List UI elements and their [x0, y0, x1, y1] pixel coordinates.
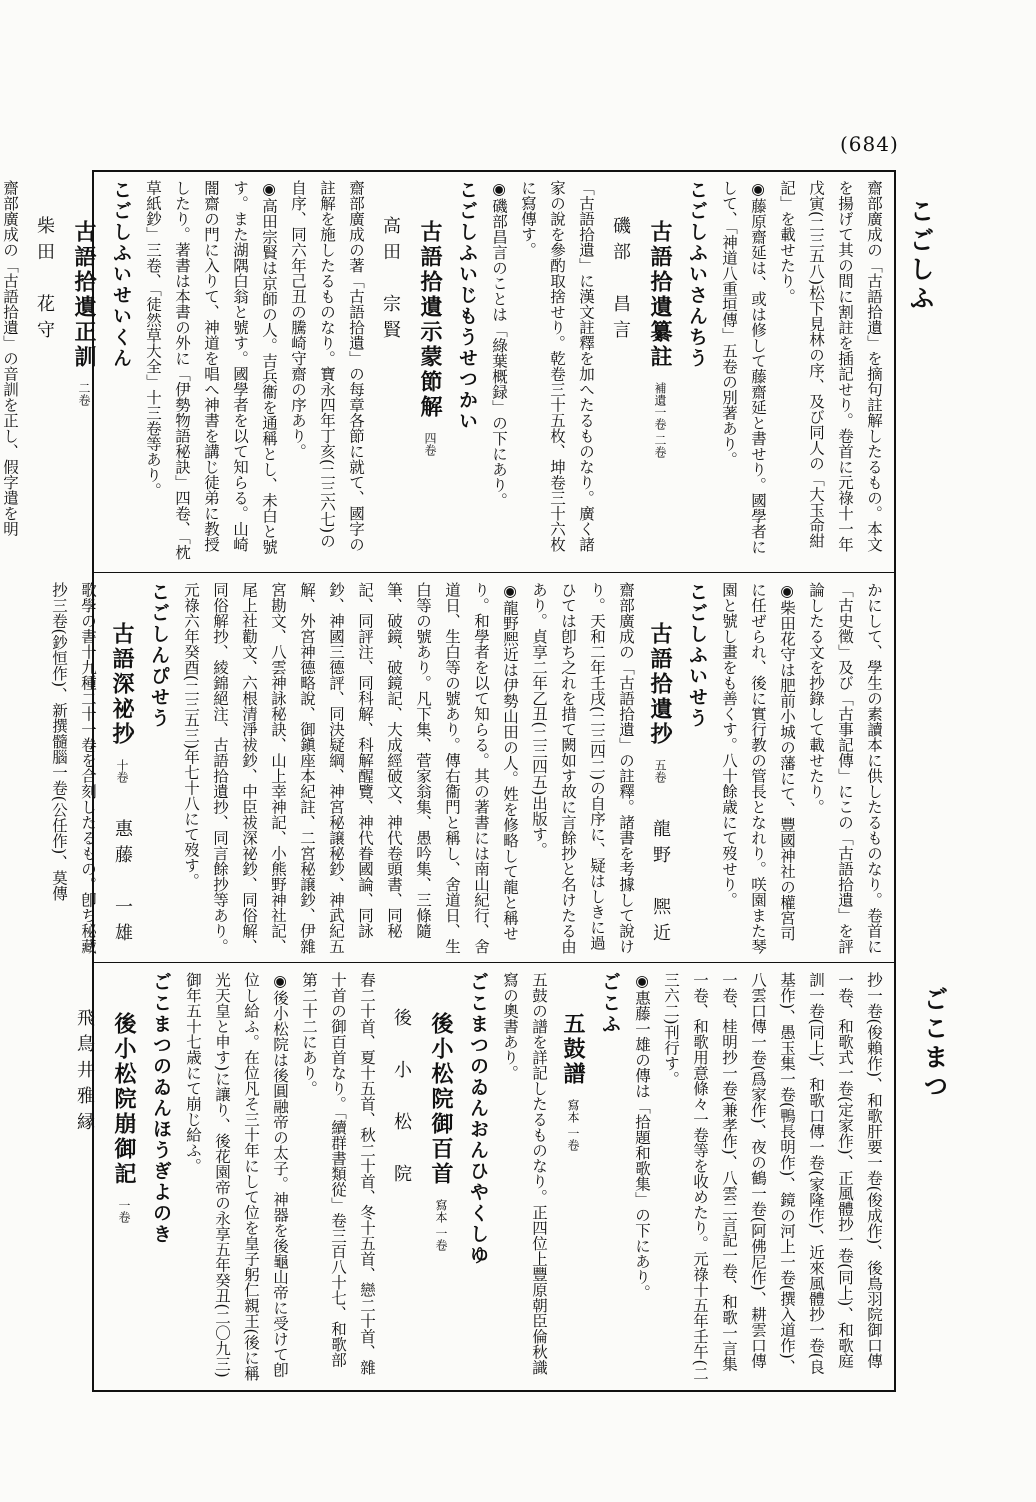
entry-reading-heading: こごしふいせう [686, 582, 708, 729]
entry-reading-heading: ごこまつのゐんおんひやくしゆ [467, 972, 489, 1266]
entry-body-text: ◉高田宗賢は京師の人。吉兵衞を通稱とし、未白と號す。また湖隅白翁と號す。國學者を以て知らる。山崎闇齋の門に入りて、神道を唱へ神書を講じ徒弟に教授したり。著書は本書の外に「伊勢物語秘訣」四卷、「枕草紙鈔」三卷、「徒然草大全」十三卷等あり。 [144, 180, 278, 560]
page-number: (684) [840, 132, 899, 156]
entry-title-row [553, 972, 593, 1382]
entry-body-text: 五鼓の譜を詳記したるものなり。正四位上豐原朝臣倫秋識寫の奧書あり。 [501, 972, 548, 1375]
entry-reading-heading: ごこまつのゐんほうぎよのき [150, 972, 172, 1245]
entry-title-row [600, 180, 680, 564]
entry-title-row [640, 582, 680, 954]
entry-volumes: 補遺一卷 二卷 [653, 382, 667, 458]
entry-body-text: ◉後小松院は後圓融帝の太子。神器を後龜山帝に受けて卽位し給ふ。在位凡そ三十年にして位を皇子躬仁親王(後に稱光天皇と申す)に讓り、後花園帝の永享五年癸丑(二〇九三)御年五十七歳にて崩じ給ふ。 [184, 972, 289, 1382]
entry-author: 龍野 熈近 [650, 819, 671, 949]
entry-author: 飛鳥井雅縁 [74, 1008, 95, 1138]
entry-reading-heading: こごしふいせいくん [110, 180, 132, 369]
entry-body-text: ◉藤原齋延は、或は修して藤齋延と書せり。國學者にして、「神道八重垣傳」五卷の別著あり。 [720, 180, 767, 555]
entry-title: 五鼓譜 [560, 1012, 586, 1087]
entry-body-text: 抄一卷(俊賴作)、和歌肝要一卷(俊成作)、後鳥羽院御口傳一卷、和歌式一卷(定家作)、正風體抄一卷(同上)、和歌庭訓一卷(同上)、和歌口傳一卷(家隆作)、近來風體抄一卷(良基作)、愚玉集一卷(鴨長明作)、鏡の河上一卷(撰入道作)、八雲口傳一卷(爲家作)、夜の鶴一卷(阿佛尼作)、耕雲口傳一卷、桂明抄一卷(兼孝作)、八雲二言記一卷、和歌一言集一卷、和歌用意條々一卷等を收めたり。元祿十五年壬午(二三六二)刊行す。 [662, 972, 883, 1382]
entry-body-text: 歌學の書十九種二十一卷を合刻したるもの。卽ち秘藏抄三卷(鈔恒作)、新撰髓腦一卷(公任作)、莫傳 [50, 582, 97, 954]
entry-volumes: 五卷 [653, 759, 667, 783]
entry-title-row [370, 180, 450, 564]
entry-volumes: 二卷 [77, 382, 91, 406]
entry-author: 後 小 松 院 [391, 1008, 412, 1190]
entry-volumes: 寫本 一卷 [434, 1199, 448, 1251]
entry-title: 後小松院御百首 [428, 1012, 454, 1187]
entry-body-text: かにして、學生の素讀本に供したるものなり。卷首に「古史徵」及び「古事記傳」にこの「古語拾遺」を評論したる文を抄錄して載せたり。 [807, 582, 883, 954]
entry-volumes: 十卷 [115, 759, 129, 783]
band-bottom [74, 972, 888, 1382]
entry-volumes: 一卷 [117, 1199, 131, 1223]
entry-body-text: 齋部廣成の「古語拾遺」を摘句註解したるもの。本文を揚げて其の間に割註を插記せり。卷首に元祿十一年戊寅(二三五八)松下見林の序、及び同人の「大玉命紺記」を載せたり。 [778, 180, 883, 552]
entry-title-row [64, 972, 144, 1382]
entry-title: 古語拾遺示蒙節解 [417, 220, 443, 420]
entry-reading-heading: ごこふ [599, 972, 621, 1035]
band-top [1, 180, 888, 564]
running-head-left: ごこまつ [920, 986, 949, 1102]
entry-author: 磯部 昌言 [610, 216, 631, 346]
entry-body-text: 春二十首、夏十五首、秋二十首、冬十五首、戀二十首、雜十首の御百首なり。「續群書類從」卷三百八十七、和歌部第二十二にあり。 [300, 972, 376, 1375]
entry-author: 惠藤 一雄 [112, 819, 133, 949]
entry-author: 高田 宗賢 [380, 216, 401, 346]
band-divider-2 [92, 962, 896, 963]
entry-body-text: 齋部廣成の「古語拾遺」の註釋。諸書を考據して說けり。天和二年壬戌(二三四二)の自序に、疑はしきに過ひては卽ち之れを措て闕如す故に言餘抄と名けたる由あり。貞享二年乙丑(二三四五)出版す。 [530, 582, 635, 954]
entry-body-text: ◉磯部昌言のことは「綠葉概録」の下にあり。 [490, 180, 508, 508]
entry-body-text: 「古語拾遺」に漢文註釋を加へたるものなり。廣く諸家の說を參酌取捨せり。乾卷三十五枚、坤卷三十六枚に寫傳す。 [519, 180, 595, 552]
band-divider-1 [92, 572, 896, 573]
band-middle [50, 582, 888, 954]
running-head-right: こごしふ [906, 198, 935, 314]
entry-reading-heading: こごしふいさんちう [686, 180, 708, 369]
entry-body-text: ◉柴田花守は肥前小城の藩にて、豐國神社の權宮司に任ぜられ、後に實行教の管長となれり。咲園また琴園と號し畫をも善くす。八十餘歳にて歿せり。 [720, 582, 796, 954]
entry-title-row [24, 180, 104, 564]
entry-reading-heading: こごしふいじもうせつかい [456, 180, 478, 432]
entry-author: 柴田 花守 [34, 216, 55, 346]
entry-body-text: ◉惠藤一雄の傳は「拾題和歌集」の下にあり。 [633, 972, 651, 1300]
entry-title: 後小松院崩御記 [111, 1012, 137, 1187]
entry-body-text: ◉龍野熈近は伊勢山田の人。姓を修略して龍と稱せり。和學者を以て知らる。其の著書には南山紀行、舍道日、生白等の號あり。傳右衞門と稱し、舍道日、生白等の號あり。凡下集、菅家翁集、愚吟集、三條隨筆、破鏡、破鏡記、大成經破文、神代卷頭書、同秘記、同評注、同科解、科解醒覽、神代眷國論、同詠鈔、神國三德評、同決疑綱、神宮秘譲秘鈔、神武紀五解、外宮神德略說、御鎭座本紀註、二宮秘譲鈔、伊雜宮勘文、八雲神詠秘訣、山上幸神記、小熊野神社記、尾上社勸文、六根清淨祓鈔、中臣祓深祕鈔、同俗解、同俗解抄、綾錦絕注、古語拾遺抄、同言餘抄等あり。元祿六年癸酉(二三五三)年七十八にて歿す。 [182, 582, 519, 954]
entry-reading-heading: こごしんぴせう [148, 582, 170, 729]
entry-volumes: 寫本 一卷 [566, 1099, 580, 1151]
entry-body-text: 齋部廣成の「古語拾遺」の音訓を正し、假字遣を明 [1, 180, 19, 537]
entry-volumes: 四卷 [423, 432, 437, 456]
entry-title-row [381, 972, 461, 1382]
entry-title-row [102, 582, 142, 954]
entry-body-text: 齋部廣成の著「古語拾遺」の每章各節に就て、國字の註解を施したるものなり。寶永四年丁亥(二三六七)の自序、同六年己丑の騰崎守齋の序あり。 [289, 180, 365, 552]
entry-title: 古語拾遺抄 [647, 622, 673, 747]
entry-title: 古語拾遺纂註 [647, 220, 673, 370]
entry-title: 古語拾遺正訓 [71, 220, 97, 370]
entry-title: 古語深祕抄 [109, 622, 135, 747]
